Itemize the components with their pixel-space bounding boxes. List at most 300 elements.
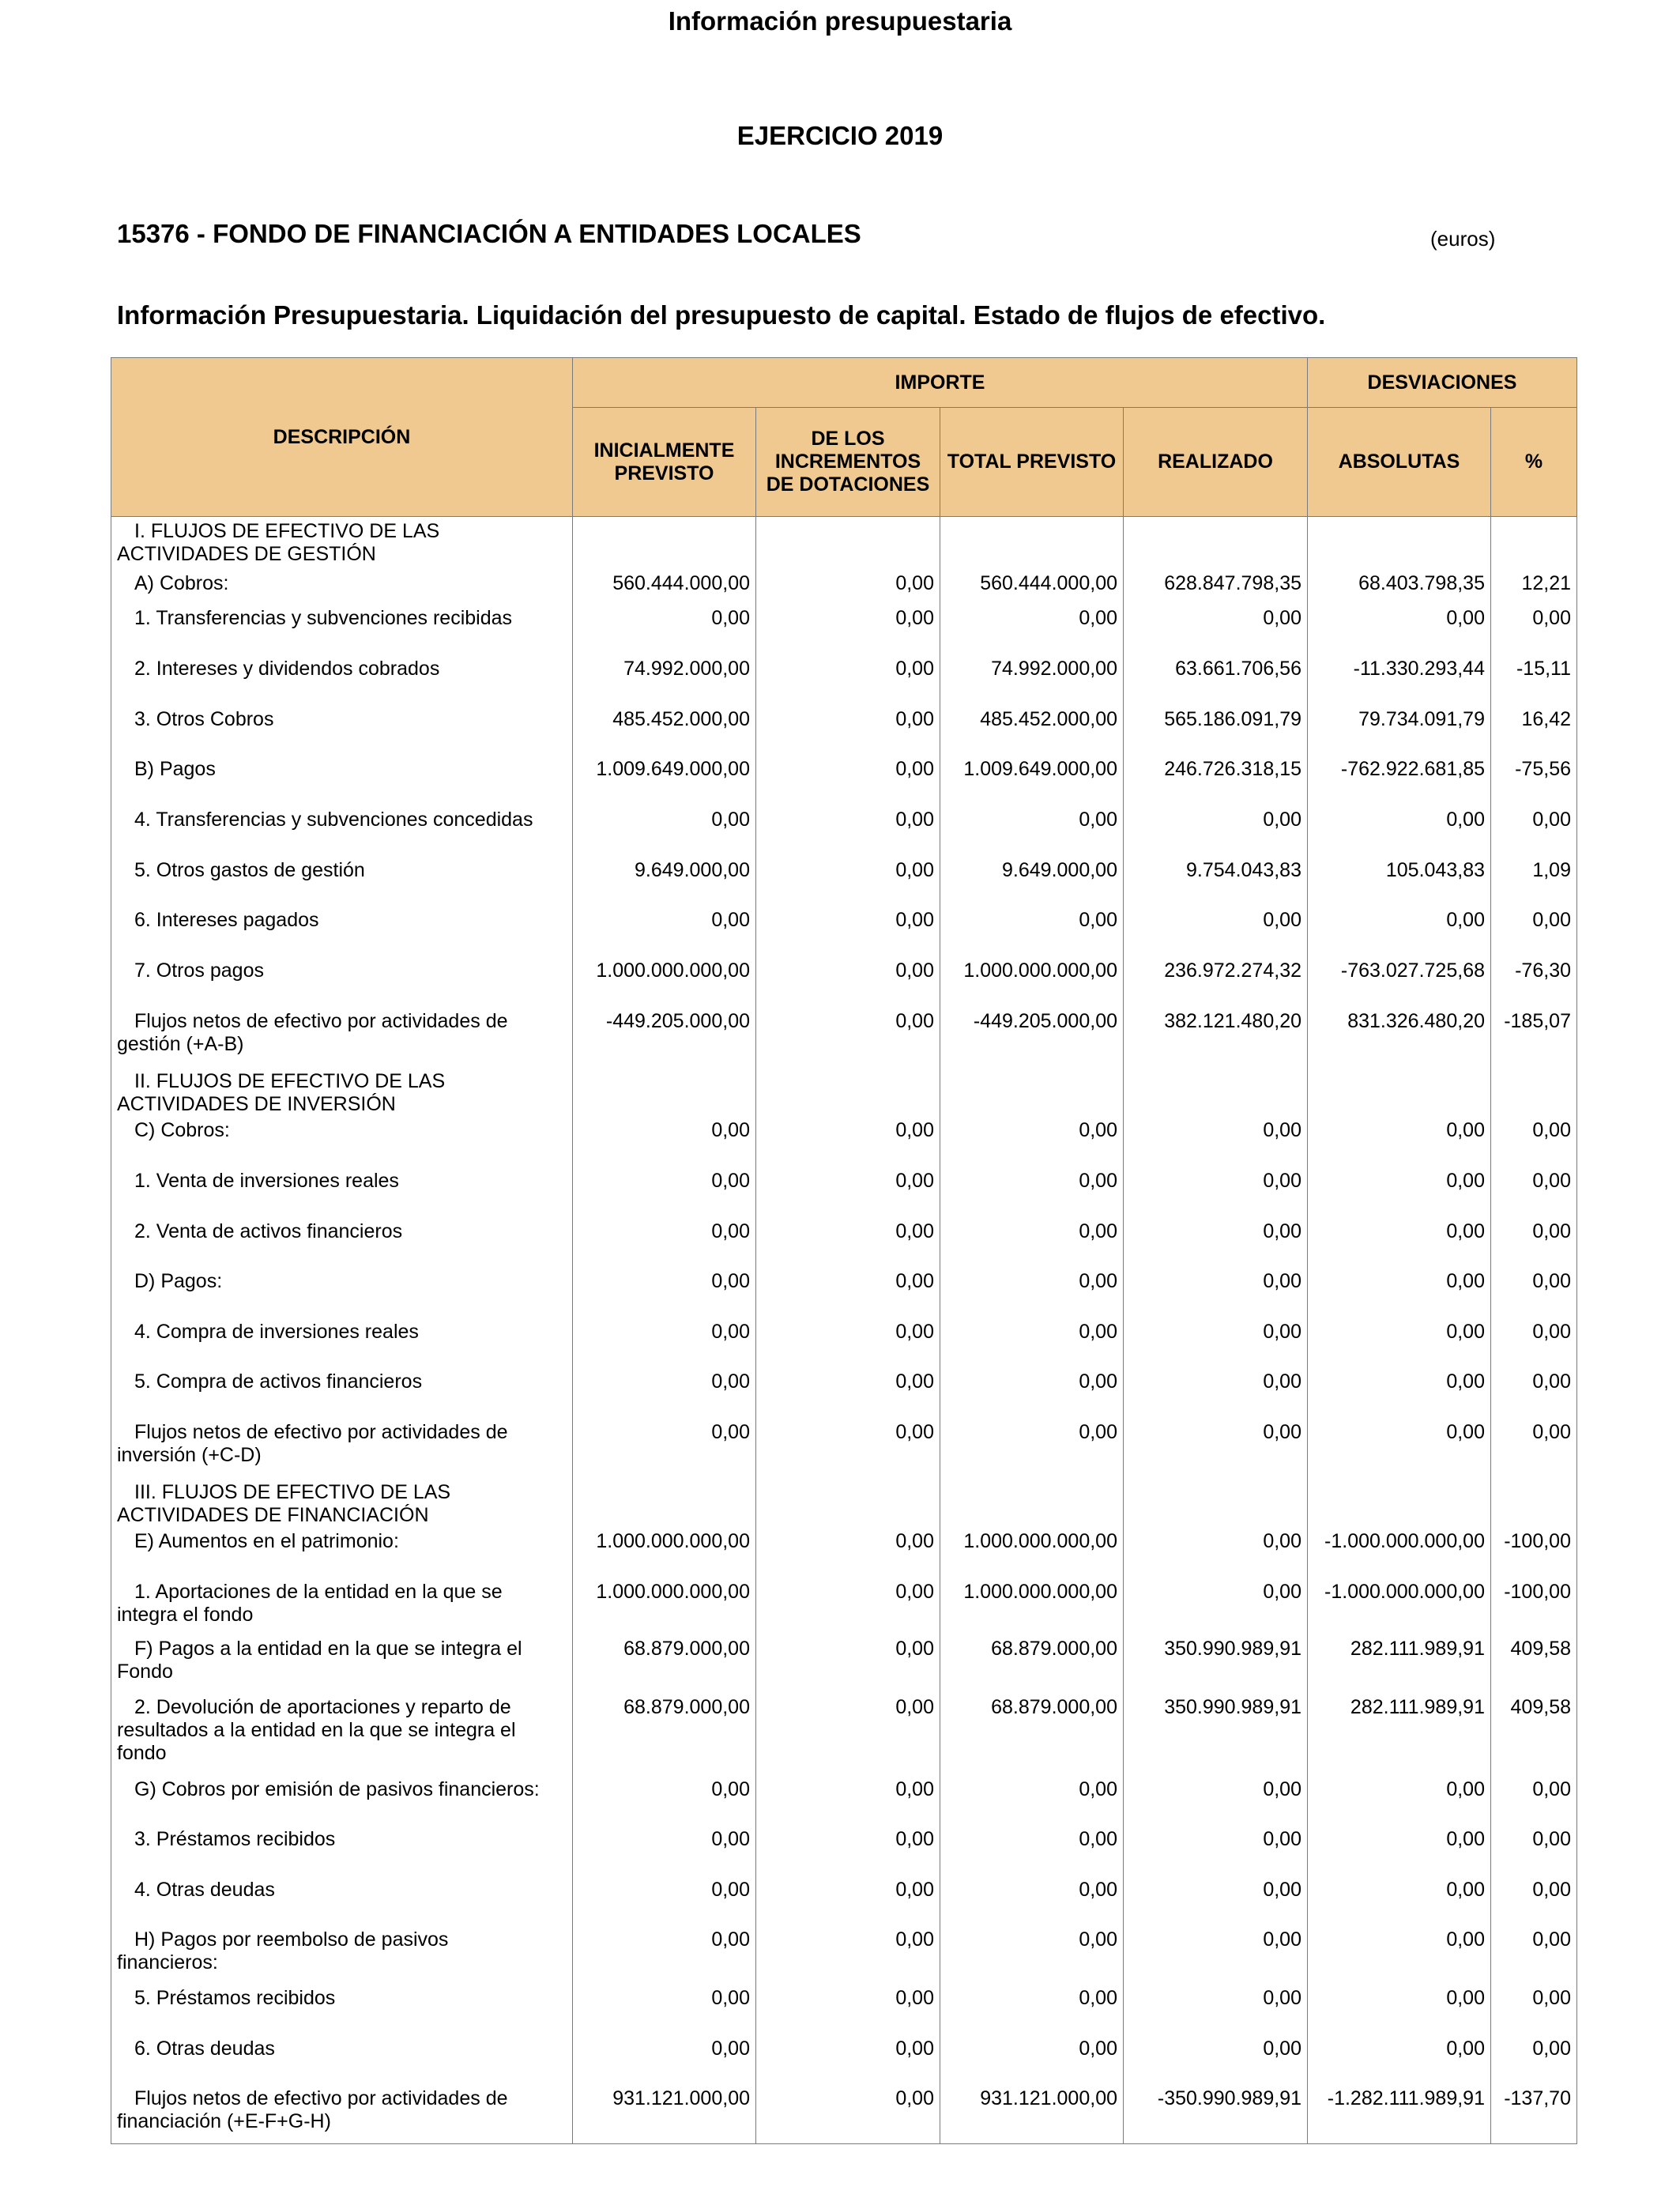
cell-desviacion-porcentaje: -76,30	[1491, 956, 1577, 1007]
table-row	[111, 1693, 1577, 1775]
cell-total-previsto: 0,00	[940, 1267, 1124, 1318]
cell-desviacion-porcentaje: 12,21	[1491, 569, 1577, 604]
cell-incrementos-dotaciones	[756, 517, 940, 569]
cell-realizado: 0,00	[1124, 1825, 1308, 1875]
cell-inicialmente-previsto: 0,00	[573, 1267, 756, 1318]
table-row	[111, 604, 1577, 654]
cell-desviacion-porcentaje: 0,00	[1491, 1116, 1577, 1167]
header-realizado: REALIZADO	[1124, 408, 1308, 517]
table-row	[111, 1116, 1577, 1167]
cell-desviacion-absoluta: 0,00	[1308, 1217, 1491, 1267]
table-row	[111, 1578, 1577, 1634]
cell-total-previsto: 68.879.000,00	[940, 1634, 1124, 1693]
cell-inicialmente-previsto: 0,00	[573, 1116, 756, 1167]
row-description	[111, 569, 573, 604]
cell-realizado	[1124, 1067, 1308, 1116]
cell-total-previsto: 1.009.649.000,00	[940, 755, 1124, 805]
description-line: 2. Intereses y dividendos cobrados	[134, 657, 440, 680]
cell-incrementos-dotaciones: 0,00	[756, 1217, 940, 1267]
cell-desviacion-absoluta: 0,00	[1308, 1825, 1491, 1875]
cell-desviacion-absoluta: 79.734.091,79	[1308, 705, 1491, 755]
cell-realizado: 628.847.798,35	[1124, 569, 1308, 604]
header-descripcion: DESCRIPCIÓN	[111, 358, 573, 517]
cell-total-previsto: 0,00	[940, 1116, 1124, 1167]
cell-desviacion-absoluta: 282.111.989,91	[1308, 1693, 1491, 1775]
cell-incrementos-dotaciones: 0,00	[756, 1367, 940, 1418]
cell-realizado: 0,00	[1124, 1925, 1308, 1984]
table-row	[111, 1825, 1577, 1875]
cell-incrementos-dotaciones: 0,00	[756, 1007, 940, 1067]
cell-total-previsto: 9.649.000,00	[940, 856, 1124, 906]
description-line: Flujos netos de efectivo por actividades de	[134, 1420, 508, 1443]
cell-desviacion-porcentaje	[1491, 1067, 1577, 1116]
cell-inicialmente-previsto: 0,00	[573, 1367, 756, 1418]
row-description	[111, 1116, 573, 1167]
row-description	[111, 856, 573, 906]
row-description	[111, 1693, 573, 1775]
table-row	[111, 1267, 1577, 1318]
cell-incrementos-dotaciones: 0,00	[756, 2084, 940, 2144]
description-line: ACTIVIDADES DE GESTIÓN	[117, 543, 376, 565]
table-row	[111, 805, 1577, 856]
cell-inicialmente-previsto: -449.205.000,00	[573, 1007, 756, 1067]
cell-inicialmente-previsto: 0,00	[573, 906, 756, 956]
cell-total-previsto: 0,00	[940, 604, 1124, 654]
description-line: ACTIVIDADES DE FINANCIACIÓN	[117, 1503, 429, 1526]
description-line: Flujos netos de efectivo por actividades de	[134, 1009, 508, 1032]
cell-incrementos-dotaciones: 0,00	[756, 956, 940, 1007]
row-description	[111, 1167, 573, 1217]
cell-desviacion-porcentaje: 409,58	[1491, 1634, 1577, 1693]
cell-realizado: 382.121.480,20	[1124, 1007, 1308, 1067]
cell-inicialmente-previsto: 0,00	[573, 1984, 756, 2034]
cell-realizado: 0,00	[1124, 1318, 1308, 1367]
cell-desviacion-absoluta	[1308, 1478, 1491, 1527]
cell-incrementos-dotaciones: 0,00	[756, 1418, 940, 1478]
cell-desviacion-absoluta: 0,00	[1308, 2034, 1491, 2084]
cell-inicialmente-previsto: 560.444.000,00	[573, 569, 756, 604]
cell-total-previsto: 0,00	[940, 1367, 1124, 1418]
cell-incrementos-dotaciones: 0,00	[756, 1527, 940, 1578]
cell-total-previsto: 0,00	[940, 1318, 1124, 1367]
cell-realizado: 0,00	[1124, 2034, 1308, 2084]
cell-desviacion-porcentaje: 0,00	[1491, 906, 1577, 956]
cell-desviacion-porcentaje	[1491, 517, 1577, 569]
cell-desviacion-porcentaje: -15,11	[1491, 654, 1577, 705]
cell-realizado: 0,00	[1124, 1217, 1308, 1267]
cell-total-previsto: 0,00	[940, 1984, 1124, 2034]
cell-incrementos-dotaciones: 0,00	[756, 654, 940, 705]
cell-inicialmente-previsto: 0,00	[573, 604, 756, 654]
cell-inicialmente-previsto: 485.452.000,00	[573, 705, 756, 755]
cell-total-previsto	[940, 1067, 1124, 1116]
cell-desviacion-absoluta	[1308, 517, 1491, 569]
cell-realizado: 0,00	[1124, 1167, 1308, 1217]
cell-desviacion-absoluta: 0,00	[1308, 1318, 1491, 1367]
cell-desviacion-porcentaje: 0,00	[1491, 1875, 1577, 1925]
cell-realizado: 0,00	[1124, 805, 1308, 856]
row-description	[111, 517, 573, 569]
table-row	[111, 1418, 1577, 1478]
cell-total-previsto: 931.121.000,00	[940, 2084, 1124, 2144]
description-line: E) Aumentos en el patrimonio:	[134, 1529, 399, 1552]
cell-desviacion-absoluta: -1.000.000.000,00	[1308, 1578, 1491, 1634]
row-description	[111, 2084, 573, 2144]
cell-inicialmente-previsto: 68.879.000,00	[573, 1693, 756, 1775]
cell-desviacion-porcentaje: -185,07	[1491, 1007, 1577, 1067]
cell-incrementos-dotaciones: 0,00	[756, 604, 940, 654]
cell-inicialmente-previsto: 1.009.649.000,00	[573, 755, 756, 805]
table-row	[111, 2034, 1577, 2084]
cell-realizado: 0,00	[1124, 1367, 1308, 1418]
row-description	[111, 1007, 573, 1067]
table-body	[111, 517, 1577, 2144]
cell-incrementos-dotaciones: 0,00	[756, 2034, 940, 2084]
cell-realizado: 236.972.274,32	[1124, 956, 1308, 1007]
header-incrementos-dotaciones: DE LOS INCREMENTOS DE DOTACIONES	[756, 408, 940, 517]
cell-desviacion-porcentaje: -137,70	[1491, 2084, 1577, 2144]
cell-total-previsto: 0,00	[940, 906, 1124, 956]
table-row	[111, 654, 1577, 705]
description-line: F) Pagos a la entidad en la que se integra el	[134, 1637, 522, 1660]
cell-realizado	[1124, 1478, 1308, 1527]
cell-inicialmente-previsto: 0,00	[573, 1217, 756, 1267]
cell-total-previsto: 0,00	[940, 2034, 1124, 2084]
cell-realizado: 0,00	[1124, 1527, 1308, 1578]
cell-incrementos-dotaciones: 0,00	[756, 1984, 940, 2034]
description-line: inversión (+C-D)	[117, 1443, 262, 1466]
cell-total-previsto: 68.879.000,00	[940, 1693, 1124, 1775]
description-line: 4. Otras deudas	[134, 1878, 275, 1901]
cell-incrementos-dotaciones: 0,00	[756, 705, 940, 755]
row-description	[111, 654, 573, 705]
cell-realizado: 246.726.318,15	[1124, 755, 1308, 805]
cell-total-previsto: 1.000.000.000,00	[940, 956, 1124, 1007]
cell-incrementos-dotaciones: 0,00	[756, 1925, 940, 1984]
row-description	[111, 1527, 573, 1578]
cell-incrementos-dotaciones: 0,00	[756, 1693, 940, 1775]
cell-desviacion-porcentaje: 0,00	[1491, 1367, 1577, 1418]
cell-desviacion-porcentaje	[1491, 1478, 1577, 1527]
row-description	[111, 1067, 573, 1116]
table-row	[111, 1775, 1577, 1825]
cell-realizado: 0,00	[1124, 1578, 1308, 1634]
description-line: Fondo	[117, 1660, 173, 1683]
table-row	[111, 1527, 1577, 1578]
cell-incrementos-dotaciones: 0,00	[756, 1116, 940, 1167]
cell-desviacion-absoluta: 0,00	[1308, 604, 1491, 654]
cell-desviacion-porcentaje: 0,00	[1491, 604, 1577, 654]
document-title: Información presupuestaria	[668, 6, 1012, 36]
cell-desviacion-absoluta: 0,00	[1308, 1925, 1491, 1984]
row-description	[111, 956, 573, 1007]
row-description	[111, 805, 573, 856]
cell-desviacion-absoluta: -762.922.681,85	[1308, 755, 1491, 805]
cell-incrementos-dotaciones	[756, 1478, 940, 1527]
cell-inicialmente-previsto: 931.121.000,00	[573, 2084, 756, 2144]
description-line: III. FLUJOS DE EFECTIVO DE LAS	[134, 1480, 451, 1503]
table-row	[111, 755, 1577, 805]
row-description	[111, 1825, 573, 1875]
cell-realizado: 0,00	[1124, 604, 1308, 654]
cell-desviacion-porcentaje: 0,00	[1491, 1167, 1577, 1217]
description-line: gestión (+A-B)	[117, 1032, 244, 1055]
row-description	[111, 1418, 573, 1478]
cell-inicialmente-previsto: 74.992.000,00	[573, 654, 756, 705]
description-line: A) Cobros:	[134, 571, 229, 594]
cell-incrementos-dotaciones: 0,00	[756, 1267, 940, 1318]
description-line: 6. Intereses pagados	[134, 908, 319, 931]
cell-desviacion-absoluta: 105.043,83	[1308, 856, 1491, 906]
cell-desviacion-absoluta: 0,00	[1308, 805, 1491, 856]
description-line: fondo	[117, 1741, 167, 1764]
header-porcentaje: %	[1491, 408, 1577, 517]
cell-desviacion-porcentaje: -100,00	[1491, 1578, 1577, 1634]
cell-inicialmente-previsto: 0,00	[573, 2034, 756, 2084]
table-row	[111, 956, 1577, 1007]
cell-total-previsto: 0,00	[940, 1925, 1124, 1984]
cell-desviacion-porcentaje: 16,42	[1491, 705, 1577, 755]
description-line: resultados a la entidad en la que se integra el	[117, 1718, 516, 1741]
cell-incrementos-dotaciones: 0,00	[756, 1167, 940, 1217]
cell-total-previsto: 0,00	[940, 1825, 1124, 1875]
row-description	[111, 2034, 573, 2084]
cell-incrementos-dotaciones: 0,00	[756, 906, 940, 956]
cell-inicialmente-previsto	[573, 517, 756, 569]
description-line: D) Pagos:	[134, 1269, 223, 1292]
cell-total-previsto	[940, 1478, 1124, 1527]
cell-desviacion-absoluta: 68.403.798,35	[1308, 569, 1491, 604]
description-line: H) Pagos por reembolso de pasivos	[134, 1928, 449, 1951]
cell-desviacion-porcentaje: -75,56	[1491, 755, 1577, 805]
table-row	[111, 906, 1577, 956]
cell-desviacion-porcentaje: 0,00	[1491, 1217, 1577, 1267]
cell-desviacion-porcentaje: 0,00	[1491, 1775, 1577, 1825]
cell-inicialmente-previsto: 1.000.000.000,00	[573, 1527, 756, 1578]
description-line: 3. Préstamos recibidos	[134, 1827, 336, 1850]
row-description	[111, 1984, 573, 2034]
cell-total-previsto: 1.000.000.000,00	[940, 1527, 1124, 1578]
cell-realizado: 0,00	[1124, 1267, 1308, 1318]
cell-total-previsto: 0,00	[940, 805, 1124, 856]
cell-desviacion-absoluta: 831.326.480,20	[1308, 1007, 1491, 1067]
description-line: 1. Venta de inversiones reales	[134, 1169, 399, 1192]
table-row	[111, 705, 1577, 755]
cell-incrementos-dotaciones: 0,00	[756, 755, 940, 805]
cell-desviacion-porcentaje: 0,00	[1491, 1318, 1577, 1367]
cell-inicialmente-previsto: 0,00	[573, 1318, 756, 1367]
description-line: B) Pagos	[134, 757, 216, 780]
description-line: 1. Transferencias y subvenciones recibidas	[134, 606, 513, 629]
table-row	[111, 1367, 1577, 1418]
description-line: financieros:	[117, 1951, 218, 1973]
cell-inicialmente-previsto: 9.649.000,00	[573, 856, 756, 906]
cell-desviacion-absoluta: -11.330.293,44	[1308, 654, 1491, 705]
cell-total-previsto: 0,00	[940, 1167, 1124, 1217]
cell-realizado: 0,00	[1124, 1775, 1308, 1825]
cell-inicialmente-previsto: 0,00	[573, 1167, 756, 1217]
cell-inicialmente-previsto: 0,00	[573, 1825, 756, 1875]
description-line: ACTIVIDADES DE INVERSIÓN	[117, 1092, 396, 1115]
cell-inicialmente-previsto: 0,00	[573, 1775, 756, 1825]
table-row	[111, 1217, 1577, 1267]
description-line: Flujos netos de efectivo por actividades de	[134, 2087, 508, 2109]
cell-desviacion-absoluta: -763.027.725,68	[1308, 956, 1491, 1007]
description-line: 5. Otros gastos de gestión	[134, 858, 365, 881]
row-description	[111, 1875, 573, 1925]
cell-inicialmente-previsto: 68.879.000,00	[573, 1634, 756, 1693]
cell-realizado: 9.754.043,83	[1124, 856, 1308, 906]
cell-desviacion-absoluta: 0,00	[1308, 1267, 1491, 1318]
row-description	[111, 1775, 573, 1825]
cell-incrementos-dotaciones: 0,00	[756, 856, 940, 906]
cell-inicialmente-previsto	[573, 1478, 756, 1527]
description-line: C) Cobros:	[134, 1118, 230, 1141]
cell-realizado: -350.990.989,91	[1124, 2084, 1308, 2144]
cell-realizado: 63.661.706,56	[1124, 654, 1308, 705]
cell-incrementos-dotaciones: 0,00	[756, 1634, 940, 1693]
table-row	[111, 1007, 1577, 1067]
description-line: 3. Otros Cobros	[134, 707, 274, 730]
cash-flow-table	[111, 357, 1577, 2144]
cell-incrementos-dotaciones: 0,00	[756, 1875, 940, 1925]
cell-total-previsto: 0,00	[940, 1418, 1124, 1478]
cell-total-previsto: 485.452.000,00	[940, 705, 1124, 755]
cell-realizado: 0,00	[1124, 1418, 1308, 1478]
cell-desviacion-porcentaje: 0,00	[1491, 2034, 1577, 2084]
cell-desviacion-porcentaje: 0,00	[1491, 1984, 1577, 2034]
row-description	[111, 1634, 573, 1693]
row-description	[111, 906, 573, 956]
cell-desviacion-absoluta: 0,00	[1308, 1116, 1491, 1167]
cell-realizado: 350.990.989,91	[1124, 1693, 1308, 1775]
row-description	[111, 1267, 573, 1318]
cell-incrementos-dotaciones: 0,00	[756, 1775, 940, 1825]
cell-desviacion-absoluta: 282.111.989,91	[1308, 1634, 1491, 1693]
cell-realizado: 0,00	[1124, 906, 1308, 956]
description-line: 2. Devolución de aportaciones y reparto de	[134, 1695, 511, 1718]
cell-desviacion-absoluta: 0,00	[1308, 1775, 1491, 1825]
header-total-previsto: TOTAL PREVISTO	[940, 408, 1124, 517]
table-row	[111, 1167, 1577, 1217]
header-desviaciones: DESVIACIONES	[1308, 358, 1577, 408]
cell-desviacion-porcentaje: 409,58	[1491, 1693, 1577, 1775]
cell-inicialmente-previsto: 0,00	[573, 1418, 756, 1478]
header-absolutas: ABSOLUTAS	[1308, 408, 1491, 517]
row-description	[111, 1367, 573, 1418]
currency-units: (euros)	[1430, 227, 1496, 251]
description-line: 5. Compra de activos financieros	[134, 1370, 423, 1393]
cell-total-previsto: 0,00	[940, 1875, 1124, 1925]
cell-desviacion-porcentaje: 1,09	[1491, 856, 1577, 906]
cell-inicialmente-previsto: 0,00	[573, 1925, 756, 1984]
cell-realizado	[1124, 517, 1308, 569]
cell-inicialmente-previsto: 1.000.000.000,00	[573, 956, 756, 1007]
cell-desviacion-absoluta: -1.282.111.989,91	[1308, 2084, 1491, 2144]
description-line: 1. Aportaciones de la entidad en la que se	[134, 1580, 503, 1603]
description-line: financiación (+E-F+G-H)	[117, 2109, 331, 2132]
header-inicialmente-previsto: INICIALMENTE PREVISTO	[573, 408, 756, 517]
cell-desviacion-porcentaje: 0,00	[1491, 1825, 1577, 1875]
cell-realizado: 0,00	[1124, 1875, 1308, 1925]
cell-total-previsto: 0,00	[940, 1217, 1124, 1267]
cell-inicialmente-previsto: 0,00	[573, 805, 756, 856]
fiscal-year: EJERCICIO 2019	[736, 121, 944, 150]
table-row	[111, 856, 1577, 906]
header-importe: IMPORTE	[573, 358, 1308, 408]
row-description	[111, 1217, 573, 1267]
row-description	[111, 604, 573, 654]
table-row	[111, 1984, 1577, 2034]
cell-desviacion-porcentaje: 0,00	[1491, 1267, 1577, 1318]
row-description	[111, 1578, 573, 1634]
entity-name: 15376 - FONDO DE FINANCIACIÓN A ENTIDADES LOCALES	[117, 219, 861, 248]
cell-inicialmente-previsto: 1.000.000.000,00	[573, 1578, 756, 1634]
table-row	[111, 1478, 1577, 1527]
cell-incrementos-dotaciones: 0,00	[756, 1578, 940, 1634]
cell-incrementos-dotaciones: 0,00	[756, 1318, 940, 1367]
table-row	[111, 1925, 1577, 1984]
table-row	[111, 569, 1577, 604]
cell-total-previsto	[940, 517, 1124, 569]
cell-inicialmente-previsto: 0,00	[573, 1875, 756, 1925]
cell-realizado: 0,00	[1124, 1984, 1308, 2034]
row-description	[111, 1318, 573, 1367]
cell-desviacion-absoluta: -1.000.000.000,00	[1308, 1527, 1491, 1578]
table-row	[111, 2084, 1577, 2144]
description-line: I. FLUJOS DE EFECTIVO DE LAS	[134, 520, 440, 542]
cell-desviacion-porcentaje: 0,00	[1491, 1418, 1577, 1478]
description-line: G) Cobros por emisión de pasivos financieros:	[134, 1777, 540, 1800]
report-subtitle: Información Presupuestaria. Liquidación del presupuesto de capital. Estado de flujos de efectivo.	[117, 300, 1326, 330]
table-row	[111, 1067, 1577, 1116]
cell-inicialmente-previsto	[573, 1067, 756, 1116]
cell-desviacion-absoluta: 0,00	[1308, 1875, 1491, 1925]
cell-desviacion-absoluta: 0,00	[1308, 1167, 1491, 1217]
cell-desviacion-absoluta	[1308, 1067, 1491, 1116]
cell-total-previsto: 74.992.000,00	[940, 654, 1124, 705]
description-line: 5. Préstamos recibidos	[134, 1986, 336, 2009]
cell-desviacion-porcentaje: 0,00	[1491, 1925, 1577, 1984]
cell-desviacion-absoluta: 0,00	[1308, 1418, 1491, 1478]
description-line: 4. Transferencias y subvenciones concedidas	[134, 808, 533, 831]
cell-desviacion-absoluta: 0,00	[1308, 1367, 1491, 1418]
cell-incrementos-dotaciones	[756, 1067, 940, 1116]
cell-realizado: 565.186.091,79	[1124, 705, 1308, 755]
cell-desviacion-porcentaje: -100,00	[1491, 1527, 1577, 1578]
table-row	[111, 1318, 1577, 1367]
cell-desviacion-porcentaje: 0,00	[1491, 805, 1577, 856]
description-line: 2. Venta de activos financieros	[134, 1220, 403, 1242]
description-line: 7. Otros pagos	[134, 959, 264, 982]
description-line: integra el fondo	[117, 1603, 254, 1626]
table-row	[111, 1634, 1577, 1693]
cell-total-previsto: 0,00	[940, 1775, 1124, 1825]
cell-desviacion-absoluta: 0,00	[1308, 906, 1491, 956]
description-line: 6. Otras deudas	[134, 2037, 275, 2060]
cell-incrementos-dotaciones: 0,00	[756, 805, 940, 856]
cell-incrementos-dotaciones: 0,00	[756, 1825, 940, 1875]
cell-desviacion-absoluta: 0,00	[1308, 1984, 1491, 2034]
row-description	[111, 755, 573, 805]
cell-total-previsto: 560.444.000,00	[940, 569, 1124, 604]
cell-total-previsto: 1.000.000.000,00	[940, 1578, 1124, 1634]
cell-total-previsto: -449.205.000,00	[940, 1007, 1124, 1067]
row-description	[111, 1478, 573, 1527]
cell-incrementos-dotaciones: 0,00	[756, 569, 940, 604]
row-description	[111, 1925, 573, 1984]
table-row	[111, 1875, 1577, 1925]
